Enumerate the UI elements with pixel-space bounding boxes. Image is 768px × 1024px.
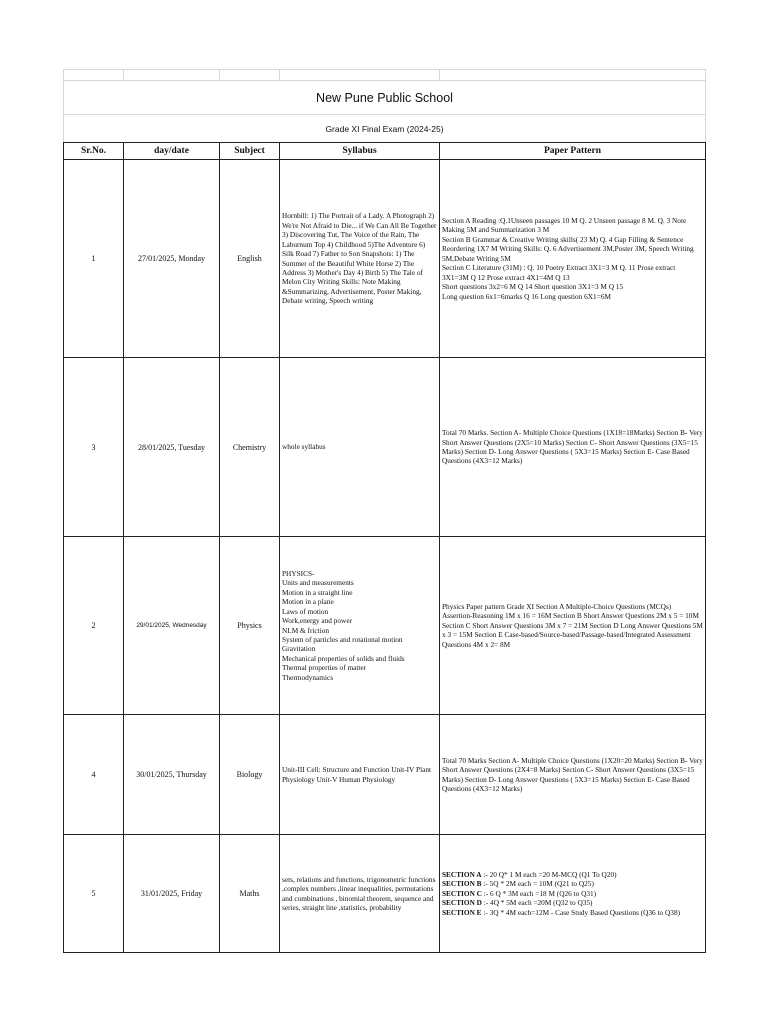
- exam-date: 27/01/2025, Monday: [124, 160, 220, 358]
- exam-date: 29/01/2025, Wednesday: [124, 537, 220, 715]
- exam-schedule-table: [63, 69, 706, 953]
- pattern-line: Short questions 3x2=6 M Q 14 Short question 3X1=3 M Q 15: [442, 282, 624, 292]
- syllabus-line: Laws of motion: [282, 606, 329, 616]
- exam-date: 31/01/2025, Friday: [124, 835, 220, 953]
- table-row: [64, 537, 706, 715]
- table-row: [64, 715, 706, 835]
- pattern-section: [442, 879, 703, 888]
- section-detail: :- 20 Q* 1 M each =20 M-MCQ (Q1 To Q20): [481, 869, 617, 879]
- school-name: New Pune Public School: [64, 81, 706, 115]
- sr-no: 2: [64, 537, 124, 715]
- subject: Biology: [220, 715, 280, 835]
- header-syllabus: Syllabus: [280, 143, 440, 160]
- pattern-line: Section A Reading :Q.1Unseen passages 10 M Q. 2 Unseen passage 8 M. Q. 3 Note Making 5M and Summarization 3 M: [442, 215, 687, 235]
- header-paper-pattern: Paper Pattern: [440, 143, 706, 160]
- section-label: SECTION E: [442, 907, 482, 917]
- table-row: [64, 835, 706, 953]
- school-row: [64, 81, 706, 115]
- subject: Chemistry: [220, 358, 280, 537]
- subject: Physics: [220, 537, 280, 715]
- header-subject: Subject: [220, 143, 280, 160]
- header-date: day/date: [124, 143, 220, 160]
- syllabus-line: Gravitation: [282, 644, 316, 654]
- syllabus: Hornbill: 1) The Portrait of a Lady. A Photograph 2) We're Not Afraid to Die... if We Can All Be Together 3) Discovering Tut, The Voice of the Rain, The Laburnum Top 4) Childhood 5)The Adventure 6) Silk Road 7) Father to Son Snapshots: 1) The Summer of the Beautiful White Horse 2) The Address 3) Mother's Day 4) Birth 5) The Tale of Melon City Writing Skills: Note Making &Summarizing, Advertisement, Poster Making, Debate writing, Speech writing: [280, 160, 440, 358]
- sr-no: 3: [64, 358, 124, 537]
- syllabus-line: PHYSICS-: [282, 568, 315, 578]
- subject: Maths: [220, 835, 280, 953]
- syllabus-line: Thermal properties of matter: [282, 663, 367, 673]
- syllabus-line: NLM & friction: [282, 625, 330, 635]
- exam-date: 28/01/2025, Tuesday: [124, 358, 220, 537]
- pattern-line: Section C Literature (31M) : Q. 10 Poetry Extract 3X1=3 M Q. 11 Prose extract 3X1=3M Q 12 Prose extract 4X1=4M Q 13: [442, 263, 676, 282]
- exam-date: 30/01/2025, Thursday: [124, 715, 220, 835]
- pattern-section: [442, 889, 703, 898]
- blank-row: [64, 70, 706, 81]
- syllabus-line: Motion in a straight line: [282, 587, 353, 597]
- table-row: [64, 160, 706, 358]
- syllabus: Unit-III Cell: Structure and Function Unit-IV Plant Physiology Unit-V Human Physiology: [280, 715, 440, 835]
- pattern-line: Section B Grammar & Creative Writing skills( 23 M) Q. 4 Gap Filling & Sentence Reordering 1X7 M Writing Skills: Q. 6 Advertisement 3M,Poster 3M, Speech Writing 5M,Debate Writing 5M: [442, 234, 694, 263]
- sr-no: 1: [64, 160, 124, 358]
- pattern-section: [442, 908, 703, 917]
- paper-pattern: [440, 160, 706, 358]
- paper-pattern: Total 70 Marks Section A- Multiple Choice Questions (1X20=20 Marks) Section B- Very Short Answer Questions (2X4=8 Marks) Section C- Short Answer Questions (3X5=15 Marks) Section D- Long Answer Questions ( 5X3=15 Marks) Section E- Case Based Questions (4X3=12 Marks): [440, 715, 706, 835]
- syllabus-line: Thermodynamics: [282, 672, 334, 682]
- pattern-section: [442, 870, 703, 879]
- paper-pattern: [440, 835, 706, 953]
- exam-row: [64, 115, 706, 143]
- section-detail: :- 5Q * 2M each = 10M (Q21 to Q25): [481, 879, 594, 889]
- syllabus-line: Mechanical properties of solids and fluids: [282, 653, 405, 663]
- exam-title: Grade XI Final Exam (2024-25): [64, 115, 706, 143]
- pattern-line: Long question 6x1=6marks Q 16 Long question 6X1=6M: [442, 291, 611, 301]
- section-label: SECTION D: [442, 898, 482, 908]
- paper-pattern: Total 70 Marks. Section A- Multiple Choice Questions (1X18=18Marks) Section B- Very Short Answer Questions (2X5=10 Marks) Section C- Short Answer Questions (3X5=15 Marks) Section D- Long Answer Questions ( 5X3=15 Marks) Section E- Case Based Questions (4X3=12 Marks): [440, 358, 706, 537]
- subject: English: [220, 160, 280, 358]
- paper-pattern: Physics Paper pattern Grade XI Section A Multiple-Choice Questions (MCQs) Assertion-Reasoning 1M x 16 = 16M Section B Short Answer Questions 2M x 5 = 10M Section C Short Answer Questions 3M x 7 = 21M Section D Long Answer Questions 5M x 3 = 15M Section E Case-based/Source-based/Passage-based/Integrated Assessment Questions 4M x 2= 8M: [440, 537, 706, 715]
- section-label: SECTION B: [442, 879, 482, 889]
- header-srno: Sr.No.: [64, 143, 124, 160]
- syllabus-line: Work,energy and power: [282, 616, 352, 626]
- section-detail: :- 6 Q * 3M each =18 M (Q26 to Q31): [481, 888, 597, 898]
- pattern-section: [442, 898, 703, 907]
- syllabus: [280, 537, 440, 715]
- syllabus: sets, relations and functions, trigonometric functions ,complex numbers ,linear inequalities, permutations and combinations , binomial theorem, sequence and series, straight line ,statistics, probability: [280, 835, 440, 953]
- table-row: [64, 358, 706, 537]
- section-detail: :- 3Q * 4M each=12M - Case Study Based Questions (Q36 to Q38): [481, 907, 681, 917]
- section-label: SECTION A: [442, 869, 482, 879]
- sr-no: 5: [64, 835, 124, 953]
- syllabus-line: System of particles and rotational motion: [282, 634, 403, 644]
- syllabus: whole syllabus: [280, 358, 440, 537]
- sr-no: 4: [64, 715, 124, 835]
- section-detail: :- 4Q * 5M each =20M (Q32 to Q35): [481, 898, 593, 908]
- header-row: [64, 143, 706, 160]
- section-label: SECTION C: [442, 888, 482, 898]
- syllabus-line: Units and measurements: [282, 578, 354, 588]
- syllabus-line: Motion in a plane: [282, 597, 334, 607]
